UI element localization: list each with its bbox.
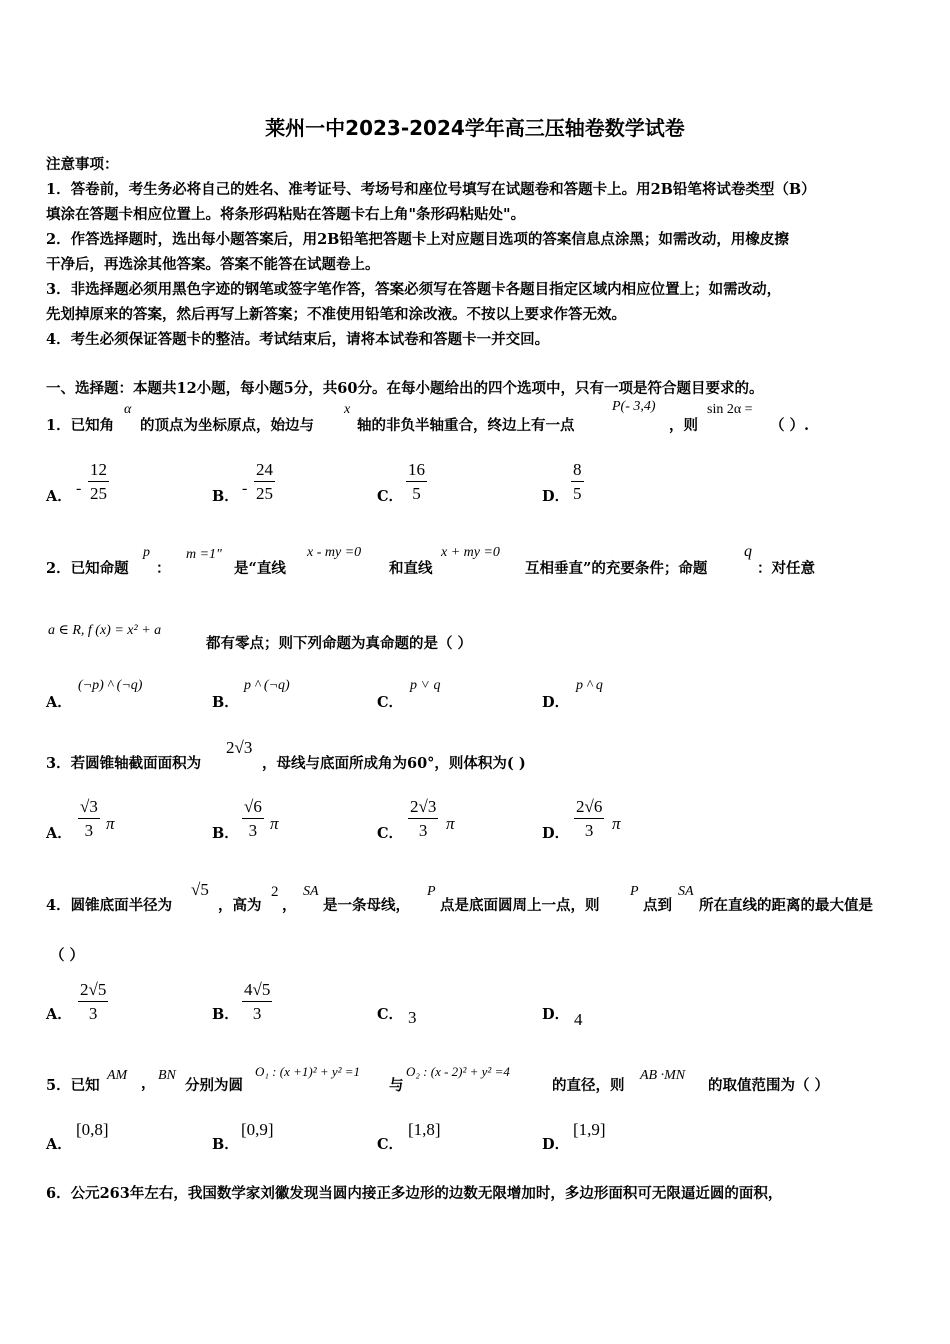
q3-option-c-den: 3 — [418, 820, 428, 840]
q4-option-a-num: 2√5 — [78, 980, 108, 1002]
q2-colon: ： — [156, 560, 171, 577]
q1-text-1: 1．已知角 — [46, 417, 115, 434]
q6-text-1: 6．公元263年左右，我国数学家刘徽发现当圆内接正多边形的边数无限增加时，多边形面积可无限逼近圆的面积， — [46, 1185, 783, 1202]
q3-option-b-den: 3 — [248, 820, 258, 840]
q3-option-b-fraction — [242, 797, 264, 840]
q4-paren: （ ） — [50, 947, 85, 964]
q5-text-2: 分别为圆 — [185, 1077, 243, 1094]
q5-option-b-label: B． — [212, 1136, 239, 1153]
page-title: 莱州一中2023-2024学年高三压轴卷数学试卷 — [265, 116, 685, 140]
q3-option-c-label: C． — [377, 825, 404, 842]
q4-sa: SA — [303, 884, 319, 899]
q4-sa-2: SA — [678, 884, 694, 899]
q4-text-5: 点是底面圆周上一点，则 — [440, 897, 600, 914]
q4-option-a-den: 3 — [88, 1003, 98, 1023]
q2-text-4: 互相垂直”的充要条件；命题 — [525, 560, 708, 577]
q4-option-b-label: B． — [212, 1006, 239, 1023]
q3-option-d-num: 2√6 — [574, 797, 604, 819]
q4-p-2: P — [630, 884, 639, 899]
q2-option-a: (¬p) ^ (¬q) — [78, 678, 143, 693]
q3-option-c-num: 2√3 — [408, 797, 438, 819]
q2-text-6: 都有零点；则下列命题为真命题的是（ ） — [206, 635, 473, 652]
q2-text-5: ：对任意 — [757, 560, 815, 577]
q2-option-a-label: A． — [46, 694, 72, 711]
q3-option-d-fraction — [574, 797, 604, 840]
q3-text-1: 3．若圆锥轴截面面积为 — [46, 755, 202, 772]
q1-option-b-label: B． — [212, 488, 239, 505]
q1-text-5: （ ）. — [770, 417, 810, 434]
q1-x: x — [344, 402, 351, 417]
q4-p: P — [427, 884, 436, 899]
q1-option-d-den: 5 — [573, 483, 582, 503]
q5-comma: ， — [141, 1075, 156, 1092]
q5-circle-1: O₁ : (x +1)² + y² =1 — [255, 1064, 361, 1079]
q2-definition: a ∈ R, f (x) = x² + a — [48, 623, 162, 638]
q1-text-4: ，则 — [669, 417, 698, 434]
q3-option-c-fraction — [408, 797, 438, 840]
q3-option-d-den: 3 — [584, 820, 594, 840]
q5-bn: BN — [158, 1068, 176, 1083]
q4-option-b-den: 3 — [252, 1003, 262, 1023]
notice-line-1: 1．答卷前，考生务必将自己的姓名、准考证号、考场号和座位号填写在试题卷和答题卡上。用2B铅笔将试卷类型（B） — [46, 181, 816, 198]
q1-expr: sin 2α = — [707, 402, 753, 417]
q3-option-c-pi: π — [446, 814, 455, 833]
q4-text-7: 所在直线的距离的最大值是 — [699, 897, 873, 914]
q5-text-1: 5．已知 — [46, 1077, 100, 1094]
q3-text-2: ，母线与底面所成角为60°，则体积为( ) — [262, 755, 526, 772]
q5-option-b: [0,9] — [241, 1120, 274, 1139]
notice-line-2: 填涂在答题卡相应位置上。将条形码粘贴在答题卡右上角"条形码粘贴处"。 — [46, 206, 526, 223]
q1-option-a-label: A． — [46, 488, 72, 505]
q2-text-2: 是“直线 — [234, 560, 286, 577]
q1-option-b-fraction — [254, 460, 275, 503]
q1-option-c-den: 5 — [412, 483, 421, 503]
q2-line-2: x + my =0 — [441, 545, 500, 560]
q1-option-d-num: 8 — [571, 460, 584, 482]
q2-text-1: 2．已知命题 — [46, 560, 129, 577]
q2-option-c-label: C． — [377, 694, 404, 711]
q4-option-d: 4 — [574, 1010, 583, 1029]
q4-option-c-label: C． — [377, 1006, 404, 1023]
q3-option-b-label: B． — [212, 825, 239, 842]
q3-option-a-num: √3 — [78, 797, 100, 819]
notice-line-5: 3．非选择题必须用黑色字迹的钢笔或签字笔作答，答案必须写在答题卡各题目指定区域内相应位置上；如需改动， — [46, 281, 782, 298]
q1-option-b-num: 24 — [254, 460, 275, 482]
q2-option-d-label: D． — [542, 694, 570, 711]
q4-option-a-label: A． — [46, 1006, 72, 1023]
q3-option-a-pi: π — [106, 814, 115, 833]
q5-option-a: [0,8] — [76, 1120, 109, 1139]
q1-alpha: α — [124, 402, 132, 417]
notice-line-3: 2．作答选择题时，选出每小题答案后，用2B铅笔把答题卡上对应题目选项的答案信息点涂黑；如需改动，用橡皮擦 — [46, 231, 789, 248]
q1-option-b-sign: - — [242, 480, 248, 497]
q4-option-d-label: D． — [542, 1006, 570, 1023]
q2-option-c: p ˅ q — [410, 678, 441, 693]
q1-option-c-fraction — [406, 460, 427, 503]
q4-option-c: 3 — [408, 1008, 417, 1027]
section-heading: 一、选择题：本题共12小题，每小题5分，共60分。在每小题给出的四个选项中，只有一项是符合题目要求的。 — [46, 380, 764, 397]
q3-area: 2√3 — [226, 738, 253, 757]
q4-radius: √5 — [191, 880, 209, 899]
q2-q: q — [744, 543, 752, 560]
q2-condition: m =1" — [186, 547, 222, 562]
q1-text-3: 轴的非负半轴重合，终边上有一点 — [357, 417, 575, 434]
q1-option-d-fraction — [571, 460, 584, 503]
q4-text-6: 点到 — [643, 897, 672, 914]
q5-option-c: [1,8] — [408, 1120, 441, 1139]
q4-height: 2 — [271, 884, 279, 900]
q4-text-4: 是一条母线， — [323, 897, 410, 914]
q5-text-3: 与 — [389, 1077, 404, 1094]
q1-option-a-num: 12 — [88, 460, 109, 482]
q5-option-c-label: C． — [377, 1136, 404, 1153]
q4-text-3: ， — [282, 897, 297, 914]
q1-option-c-num: 16 — [406, 460, 427, 482]
q3-option-a-fraction — [78, 797, 100, 840]
q3-option-a-label: A． — [46, 825, 72, 842]
notice-line-7: 4．考生必须保证答题卡的整洁。考试结束后，请将本试卷和答题卡一并交回。 — [46, 331, 550, 348]
q4-text-2: ，高为 — [218, 897, 262, 914]
q5-am: AM — [107, 1068, 128, 1083]
q2-text-3: 和直线 — [389, 560, 433, 577]
q1-option-b-den: 25 — [256, 483, 273, 503]
notice-line-6: 先划掉原来的答案，然后再写上新答案；不准使用铅笔和涂改液。不按以上要求作答无效。 — [46, 306, 626, 323]
q3-option-a-den: 3 — [84, 820, 94, 840]
q3-option-b-pi: π — [270, 814, 279, 833]
q4-option-b-num: 4√5 — [242, 980, 272, 1002]
q5-text-4: 的直径，则 — [552, 1077, 625, 1094]
notice-line-4: 干净后，再选涂其他答案。答案不能答在试题卷上。 — [46, 256, 380, 273]
q1-point: P(- 3,4) — [612, 399, 656, 414]
q3-option-d-label: D． — [542, 825, 570, 842]
q5-option-d-label: D． — [542, 1136, 570, 1153]
notice-heading: 注意事项： — [46, 156, 119, 173]
q2-line-1: x - my =0 — [307, 545, 362, 560]
q3-option-b-num: √6 — [242, 797, 264, 819]
q5-text-5: 的取值范围为（ ） — [708, 1077, 830, 1094]
q5-option-d: [1,9] — [573, 1120, 606, 1139]
q1-text-2: 的顶点为坐标原点，始边与 — [140, 417, 314, 434]
q1-option-c-label: C． — [377, 488, 404, 505]
q2-option-b: p ^ (¬q) — [244, 678, 290, 693]
q5-option-a-label: A． — [46, 1136, 72, 1153]
q5-dot-product: AB ·MN — [640, 1068, 686, 1083]
q2-p: p — [143, 545, 150, 560]
q2-option-d: p ^ q — [576, 678, 603, 693]
q3-option-d-pi: π — [612, 814, 621, 833]
q4-option-a-fraction — [78, 980, 108, 1023]
q1-option-d-label: D． — [542, 488, 570, 505]
q1-option-a-den: 25 — [90, 483, 107, 503]
q5-circle-2: O₂ : (x - 2)² + y² =4 — [406, 1064, 510, 1079]
q1-option-a-sign: - — [76, 480, 82, 497]
q2-option-b-label: B． — [212, 694, 239, 711]
q1-option-a-fraction — [88, 460, 109, 503]
q4-text-1: 4．圆锥底面半径为 — [46, 897, 173, 914]
q4-option-b-fraction — [242, 980, 272, 1023]
